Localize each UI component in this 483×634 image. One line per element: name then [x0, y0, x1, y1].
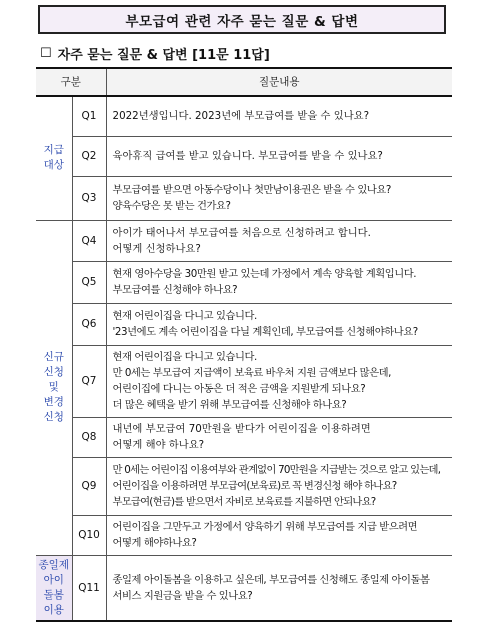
table-row	[36, 457, 452, 515]
table-row	[36, 96, 452, 136]
table-row	[36, 303, 452, 345]
question-number: Q10	[72, 515, 106, 555]
section-heading	[40, 44, 270, 62]
table-header-row	[36, 68, 452, 96]
question-number: Q2	[72, 136, 106, 176]
section-title: 자주 묻는 질문 & 답변 [11문 11답]	[57, 47, 270, 63]
question-number: Q8	[72, 417, 106, 457]
table-row	[36, 417, 452, 457]
category-eligibility: 지급 대상	[36, 96, 72, 220]
question-number: Q11	[72, 555, 106, 621]
document-title-box	[38, 5, 446, 34]
checkbox-icon: ☐	[40, 45, 52, 61]
table-row	[36, 555, 452, 621]
question-text: 내년에 부모급여 70만원을 받다가 어린이집을 이용하려면 어떻게 해야 하나요?	[106, 417, 452, 457]
table-row	[36, 515, 452, 555]
question-text: 육아휴직 급여를 받고 있습니다. 부모급여를 받을 수 있나요?	[106, 136, 452, 176]
question-text: 종일제 아이돌봄을 이용하고 싶은데, 부모급여를 신청해도 종일제 아이돌봄 서비스 지원금을 받을 수 있나요?	[106, 555, 452, 621]
question-text: 어린이집을 그만두고 가정에서 양육하기 위해 부모급여를 지급 받으려면 어떻게 해야하나요?	[106, 515, 452, 555]
question-text: 현재 어린이집을 다니고 있습니다. '23년에도 계속 어린이집을 다닐 계획인데, 부모급여를 신청해야하나요?	[106, 303, 452, 345]
question-text: 2022년생입니다. 2023년에 부모급여를 받을 수 있나요?	[106, 96, 452, 136]
question-text: 아이가 태어나서 부모급여를 처음으로 신청하려고 합니다. 어떻게 신청하나요?	[106, 220, 452, 261]
table-row	[36, 261, 452, 303]
question-number: Q3	[72, 176, 106, 220]
question-number: Q4	[72, 220, 106, 261]
question-text: 현재 영아수당을 30만원 받고 있는데 가정에서 계속 양육할 계획입니다. 부모급여를 신청해야 하나요?	[106, 261, 452, 303]
question-text: 현재 어린이집을 다니고 있습니다. 만 0세는 부모급여 지급액이 보육료 바우처 지원 금액보다 많은데, 어린이집에 다니는 아동은 더 적은 금액을 지원받게 되나요? 더 많은 혜택을 받기 위해 부모급여를 신청해야 하나요?	[106, 345, 452, 417]
question-number: Q9	[72, 457, 106, 515]
table-row	[36, 176, 452, 220]
question-number: Q6	[72, 303, 106, 345]
header-question: 질문내용	[106, 68, 452, 96]
table-row	[36, 136, 452, 176]
question-number: Q7	[72, 345, 106, 417]
question-number: Q1	[72, 96, 106, 136]
question-text: 부모급여를 받으면 아동수당이나 첫만남이용권은 받을 수 있나요? 양육수당은 못 받는 건가요?	[106, 176, 452, 220]
faq-table	[36, 67, 452, 622]
header-category: 구분	[36, 68, 106, 96]
question-number: Q5	[72, 261, 106, 303]
table-row	[36, 345, 452, 417]
document-title: 부모급여 관련 자주 묻는 질문 & 답변	[125, 13, 359, 30]
category-new-and-change-application: 신규 신청 및 변경 신청	[36, 220, 72, 555]
question-text: 만 0세는 어린이집 이용여부와 관계없이 70만원을 지급받는 것으로 알고 있는데, 어린이집을 이용하려면 부모급여(보육료)로 꼭 변경신청 해야 하나요? 부모급여(현금)를 받으면서 자비로 보육료를 지불하면 안되나요?	[106, 457, 452, 515]
table-row	[36, 220, 452, 261]
category-full-day-childcare: 종일제 아이 돌봄 이용	[36, 555, 72, 621]
